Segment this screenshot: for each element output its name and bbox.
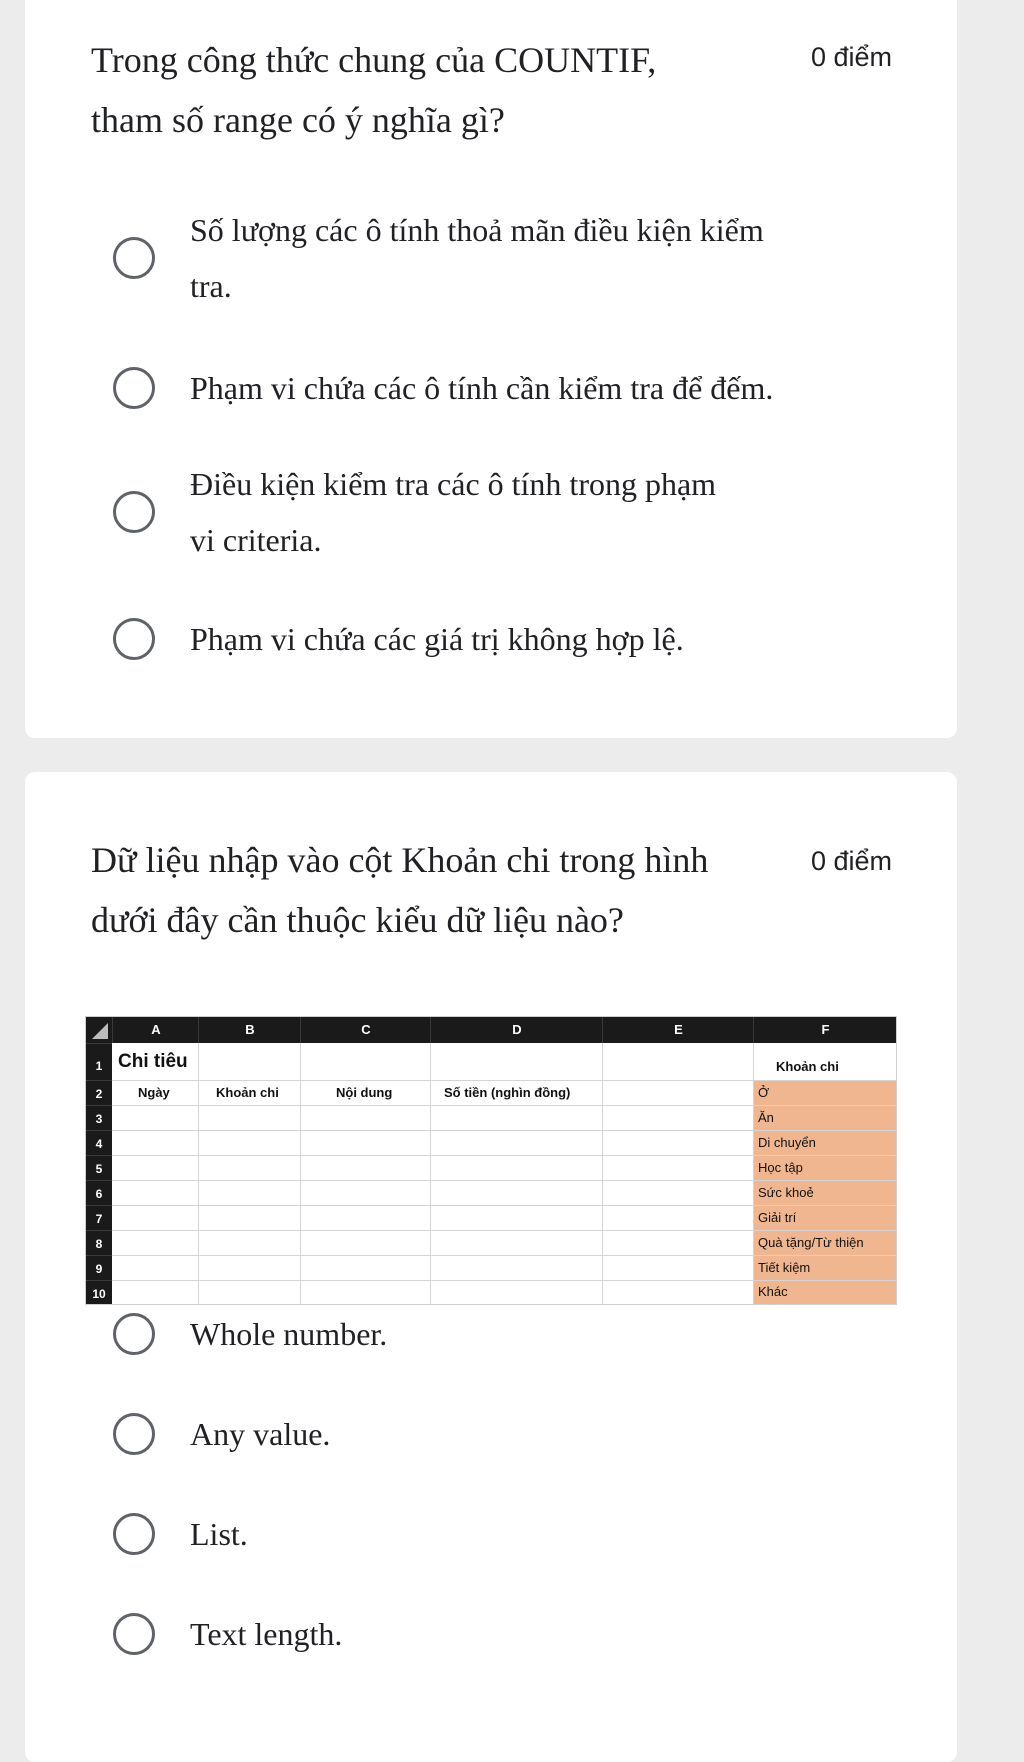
radio-button[interactable]: [113, 367, 155, 409]
question-1-option-2[interactable]: [85, 360, 905, 416]
radio-button[interactable]: [113, 618, 155, 660]
option-label: Số lượng các ô tính thoả mãn điều kiện kiểm tra.: [190, 212, 764, 304]
question-2-option-1[interactable]: [85, 1306, 905, 1362]
option-label: Phạm vi chứa các ô tính cần kiểm tra để đếm.: [190, 370, 774, 406]
category-item: Tiết kiệm: [758, 1260, 811, 1275]
row-header: 1: [86, 1043, 112, 1081]
select-all-corner-icon: [90, 1021, 110, 1041]
option-label: Điều kiện kiểm tra các ô tính trong phạm vi criteria.: [190, 466, 717, 558]
radio-button[interactable]: [113, 1613, 155, 1655]
sheet-title: Chi tiêu: [118, 1051, 188, 1072]
header-khoan-chi: Khoản chi: [216, 1085, 279, 1100]
question-1-option-3[interactable]: [85, 456, 905, 568]
row-header: 8: [86, 1230, 112, 1255]
row-header: 5: [86, 1155, 112, 1180]
radio-button[interactable]: [113, 1413, 155, 1455]
option-label: Any value.: [190, 1416, 331, 1452]
column-header-b: B: [198, 1017, 301, 1043]
column-header-e: E: [602, 1017, 754, 1043]
header-noi-dung: Nội dung: [336, 1085, 393, 1100]
column-header-f: F: [753, 1017, 897, 1043]
radio-button[interactable]: [113, 1513, 155, 1555]
option-label: Whole number.: [190, 1316, 388, 1352]
question-2-title: Dữ liệu nhập vào cột Khoản chi trong hình dưới đây cần thuộc kiểu dữ liệu nào?: [91, 840, 709, 940]
question-card-1: [25, 0, 957, 738]
row-header: 7: [86, 1205, 112, 1230]
header-ngay: Ngày: [138, 1085, 170, 1100]
option-label: List.: [190, 1516, 248, 1552]
category-item: Ở: [758, 1085, 770, 1100]
category-item: Sức khoẻ: [758, 1185, 814, 1200]
category-item: Giải trí: [758, 1210, 797, 1225]
column-header-d: D: [430, 1017, 603, 1043]
question-2-option-2[interactable]: [85, 1406, 905, 1462]
question-1-points: 0 điểm: [810, 42, 892, 72]
question-2-option-3[interactable]: [85, 1506, 905, 1562]
question-2-option-4[interactable]: [85, 1606, 905, 1662]
row-header: 10: [86, 1280, 112, 1305]
category-item: Học tập: [758, 1160, 803, 1175]
category-item: Khác: [758, 1284, 788, 1299]
question-1-option-4[interactable]: [85, 611, 905, 667]
category-item: Quà tặng/Từ thiện: [758, 1235, 864, 1250]
question-2-points: 0 điểm: [810, 846, 892, 876]
question-1-title: Trong công thức chung của COUNTIF, tham số range có ý nghĩa gì?: [91, 40, 657, 140]
radio-button[interactable]: [113, 1313, 155, 1355]
spreadsheet-image: [85, 1016, 897, 1305]
radio-button[interactable]: [113, 491, 155, 533]
header-so-tien: Số tiền (nghìn đồng): [444, 1085, 571, 1100]
radio-button[interactable]: [113, 237, 155, 279]
option-label: Phạm vi chứa các giá trị không hợp lệ.: [190, 621, 684, 657]
category-item: Di chuyển: [758, 1135, 816, 1150]
row-header: 3: [86, 1105, 112, 1130]
row-header: 6: [86, 1180, 112, 1205]
list-header: Khoản chi: [776, 1059, 839, 1074]
column-header-c: C: [300, 1017, 431, 1043]
question-1-option-1[interactable]: [85, 202, 905, 314]
row-header: 4: [86, 1130, 112, 1155]
column-header-a: A: [112, 1017, 199, 1043]
option-label: Text length.: [190, 1616, 343, 1652]
row-header: 9: [86, 1255, 112, 1280]
row-header: 2: [86, 1080, 112, 1105]
category-item: Ăn: [758, 1110, 774, 1125]
